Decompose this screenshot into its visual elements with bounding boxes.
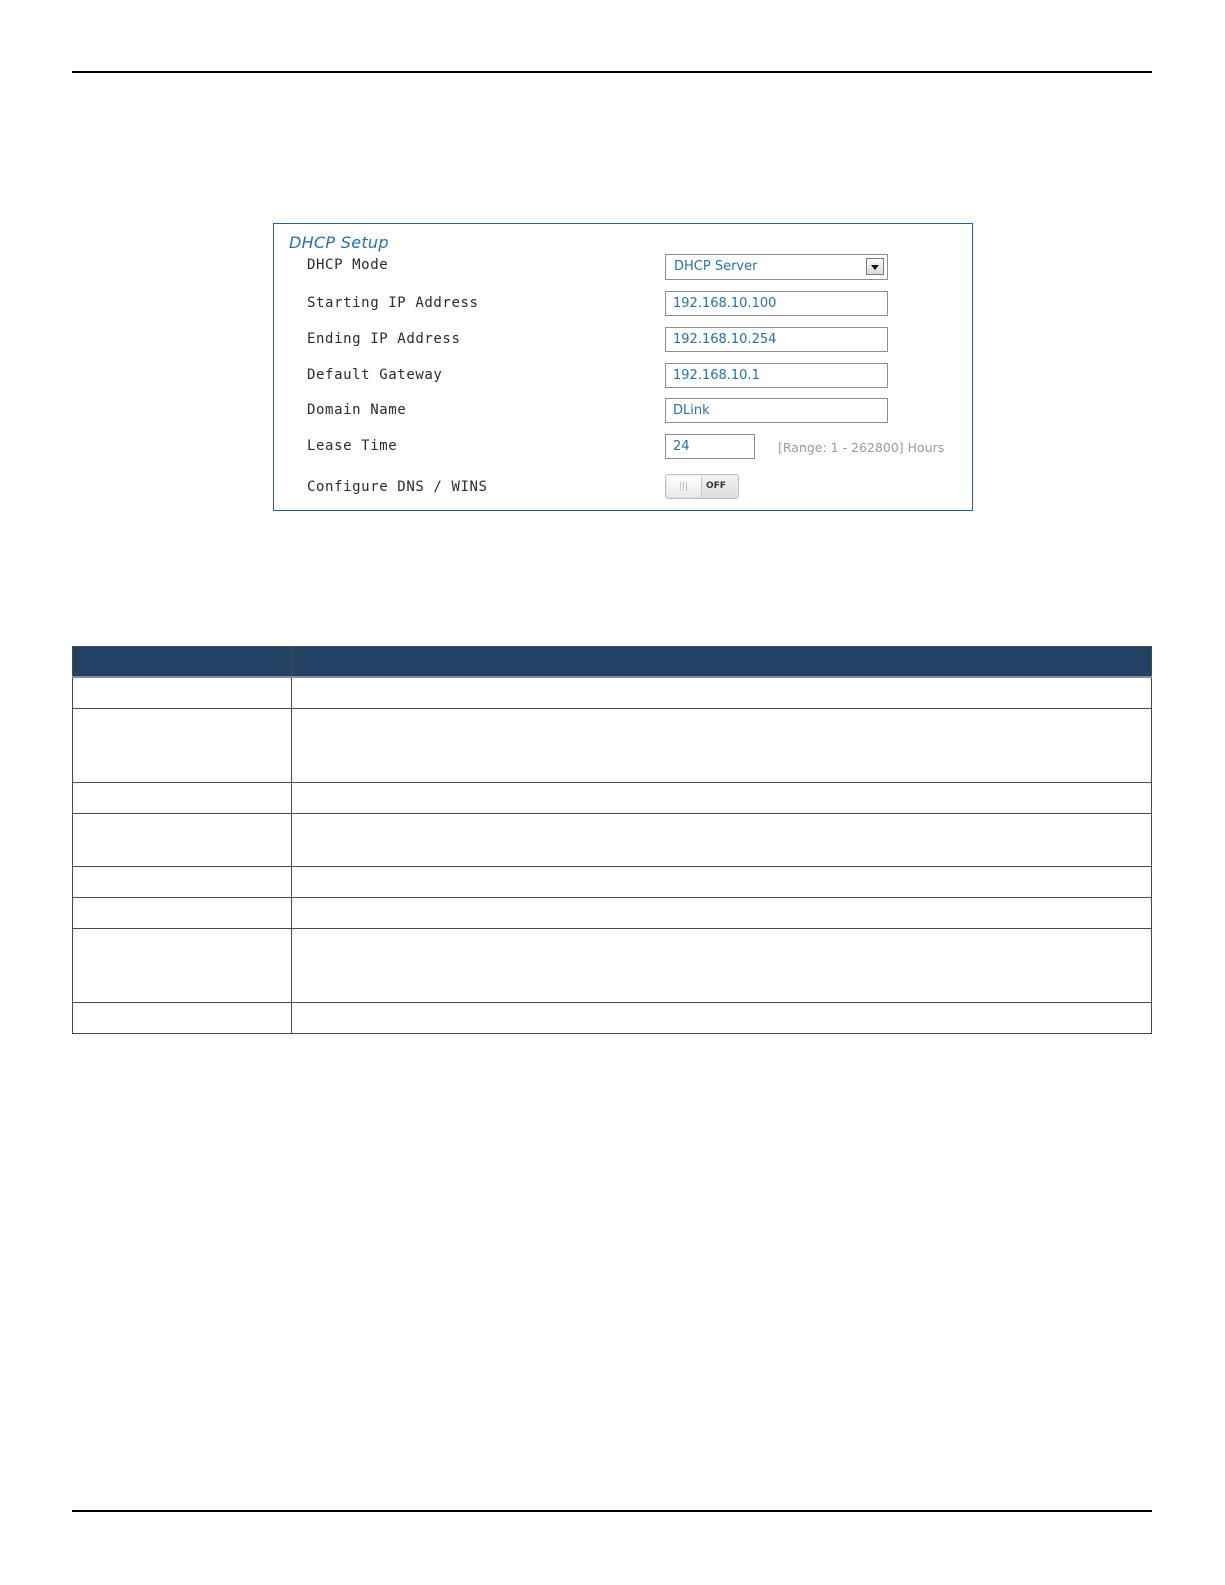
dhcp-mode-value: DHCP Server	[674, 259, 758, 274]
lease-time-range-hint: [Range: 1 - 262800] Hours	[778, 440, 945, 455]
table-row	[73, 897, 1152, 928]
toggle-state-label: OFF	[706, 481, 726, 491]
table-row	[73, 866, 1152, 897]
table-row	[73, 677, 1152, 708]
domain-name-input[interactable]: DLink	[665, 398, 888, 423]
table-cell	[73, 897, 292, 928]
dns-wins-label: Configure DNS / WINS	[307, 479, 488, 495]
table-cell	[73, 866, 292, 897]
header-rule	[72, 71, 1152, 73]
table-row	[73, 708, 1152, 782]
description-table	[72, 646, 1152, 1034]
chevron-down-icon[interactable]	[866, 258, 884, 275]
table-cell	[73, 1002, 292, 1033]
lease-time-label: Lease Time	[307, 438, 398, 454]
table-row	[73, 928, 1152, 1002]
footer-rule	[72, 1510, 1152, 1512]
toggle-knob[interactable]	[667, 476, 702, 497]
lease-time-input[interactable]: 24	[665, 434, 755, 459]
table-cell	[73, 928, 292, 1002]
dhcp-mode-select[interactable]	[665, 254, 888, 280]
panel-title: DHCP Setup	[289, 233, 389, 252]
default-gateway-input[interactable]: 192.168.10.1	[665, 363, 888, 388]
table-cell	[73, 677, 292, 708]
dns-wins-toggle[interactable]	[665, 474, 739, 499]
table-cell	[292, 677, 1152, 708]
table-row	[73, 813, 1152, 866]
table-cell	[73, 782, 292, 813]
table-row	[73, 1002, 1152, 1033]
table-cell	[292, 866, 1152, 897]
table-cell	[73, 813, 292, 866]
ending-ip-label: Ending IP Address	[307, 331, 461, 347]
table-cell	[292, 897, 1152, 928]
grip-icon	[680, 482, 688, 491]
table-header-cell	[292, 647, 1152, 678]
table-cell	[73, 708, 292, 782]
domain-name-label: Domain Name	[307, 402, 407, 418]
table-cell	[292, 813, 1152, 866]
table-cell	[292, 708, 1152, 782]
dhcp-setup-panel	[273, 223, 973, 511]
starting-ip-label: Starting IP Address	[307, 295, 479, 311]
ending-ip-input[interactable]: 192.168.10.254	[665, 327, 888, 352]
dhcp-mode-label: DHCP Mode	[307, 257, 389, 273]
starting-ip-input[interactable]: 192.168.10.100	[665, 291, 888, 316]
default-gateway-label: Default Gateway	[307, 367, 443, 383]
table-cell	[292, 782, 1152, 813]
table-cell	[292, 1002, 1152, 1033]
table-cell	[292, 928, 1152, 1002]
table-header-cell	[73, 647, 292, 678]
table-row	[73, 782, 1152, 813]
table-header-row	[73, 647, 1152, 678]
